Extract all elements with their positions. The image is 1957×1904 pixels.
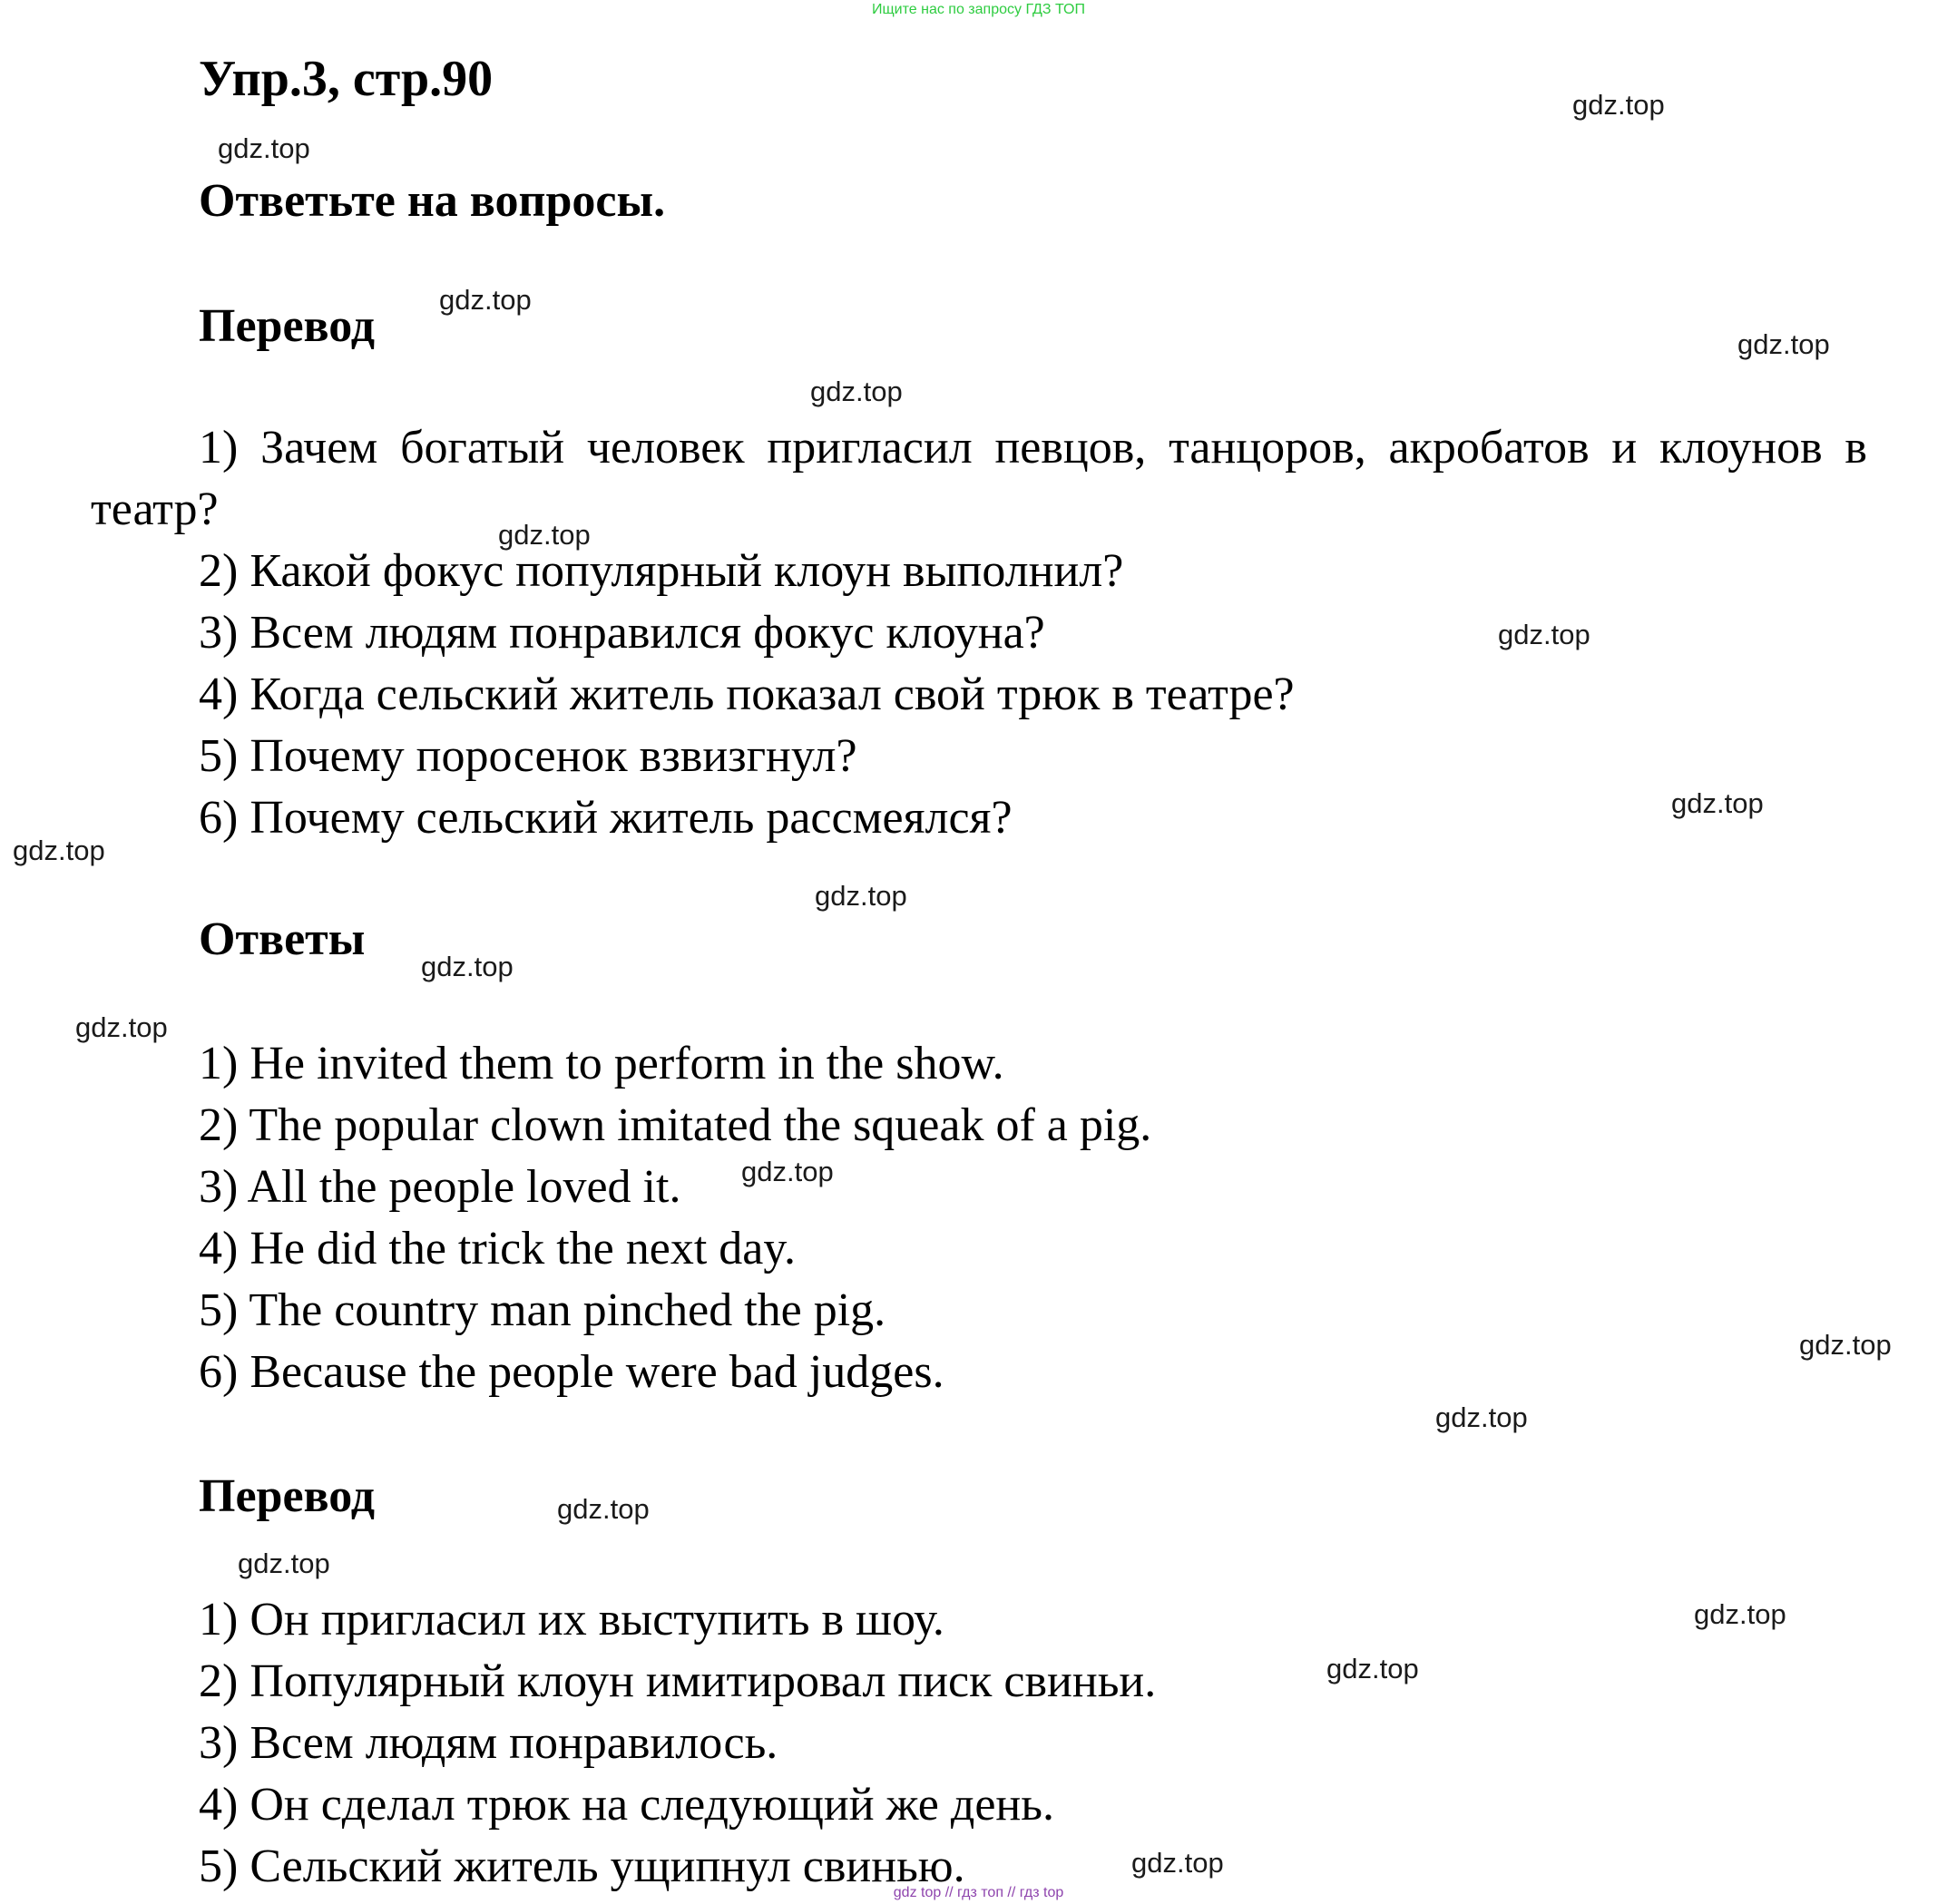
answer-translation-2: 2) Популярный клоун имитировал писк свиньи. bbox=[199, 1655, 1157, 1707]
watermark: gdz.top bbox=[1694, 1598, 1786, 1630]
instruction-heading: Ответьте на вопросы. bbox=[199, 175, 666, 227]
question-2: 2) Какой фокус популярный клоун выполнил? bbox=[199, 545, 1124, 597]
watermark: gdz.top bbox=[218, 132, 310, 164]
watermark: gdz.top bbox=[498, 519, 591, 551]
answer-6: 6) Because the people were bad judges. bbox=[199, 1346, 944, 1398]
watermark: gdz.top bbox=[1498, 619, 1590, 650]
answer-2: 2) The popular clown imitated the squeak of a pig. bbox=[199, 1099, 1152, 1151]
translation-heading-answers: Перевод bbox=[199, 1470, 376, 1522]
top-banner: Ищите нас по запросу ГДЗ ТОП bbox=[872, 2, 1085, 17]
watermark: gdz.top bbox=[1671, 787, 1764, 819]
exercise-title: Упр.3, стр.90 bbox=[199, 51, 494, 107]
watermark: gdz.top bbox=[439, 284, 532, 316]
watermark: gdz.top bbox=[1737, 328, 1830, 360]
watermark: gdz.top bbox=[1131, 1847, 1224, 1879]
watermark: gdz.top bbox=[810, 376, 903, 407]
watermark: gdz.top bbox=[75, 1011, 168, 1043]
watermark: gdz.top bbox=[238, 1548, 330, 1579]
answer-translation-5: 5) Сельский житель ущипнул свинью. bbox=[199, 1841, 965, 1892]
answers-heading: Ответы bbox=[199, 913, 366, 965]
answer-5: 5) The country man pinched the pig. bbox=[199, 1284, 886, 1336]
answer-translation-3: 3) Всем людям понравилось. bbox=[199, 1717, 778, 1769]
watermark: gdz.top bbox=[557, 1493, 650, 1525]
translation-heading-questions: Перевод bbox=[199, 300, 376, 352]
watermark: gdz.top bbox=[741, 1156, 834, 1187]
answer-translation-4: 4) Он сделал трюк на следующий же день. bbox=[199, 1779, 1054, 1831]
answer-4: 4) He did the trick the next day. bbox=[199, 1223, 796, 1274]
watermark: gdz.top bbox=[1572, 89, 1665, 121]
answer-translation-1: 1) Он пригласил их выступить в шоу. bbox=[199, 1594, 944, 1645]
watermark: gdz.top bbox=[1799, 1329, 1892, 1361]
watermark: gdz.top bbox=[1326, 1653, 1419, 1684]
question-6: 6) Почему сельский житель рассмеялся? bbox=[199, 792, 1013, 844]
question-1: 1) Зачем богатый человек пригласил певцов, танцоров, акробатов и клоунов в театр? bbox=[91, 422, 1867, 535]
question-3: 3) Всем людям понравился фокус клоуна? bbox=[199, 607, 1045, 659]
question-4: 4) Когда сельский житель показал свой трюк в театре? bbox=[199, 669, 1295, 720]
watermark: gdz.top bbox=[421, 951, 514, 982]
answer-1: 1) He invited them to perform in the show. bbox=[199, 1038, 1004, 1089]
watermark: gdz.top bbox=[1435, 1401, 1528, 1433]
question-5: 5) Почему поросенок взвизгнул? bbox=[199, 730, 857, 782]
watermark: gdz.top bbox=[815, 880, 907, 912]
watermark: gdz.top bbox=[13, 835, 105, 866]
bottom-banner: gdz top // гдз топ // гдз top bbox=[893, 1885, 1064, 1900]
answer-3: 3) All the people loved it. bbox=[199, 1161, 681, 1213]
